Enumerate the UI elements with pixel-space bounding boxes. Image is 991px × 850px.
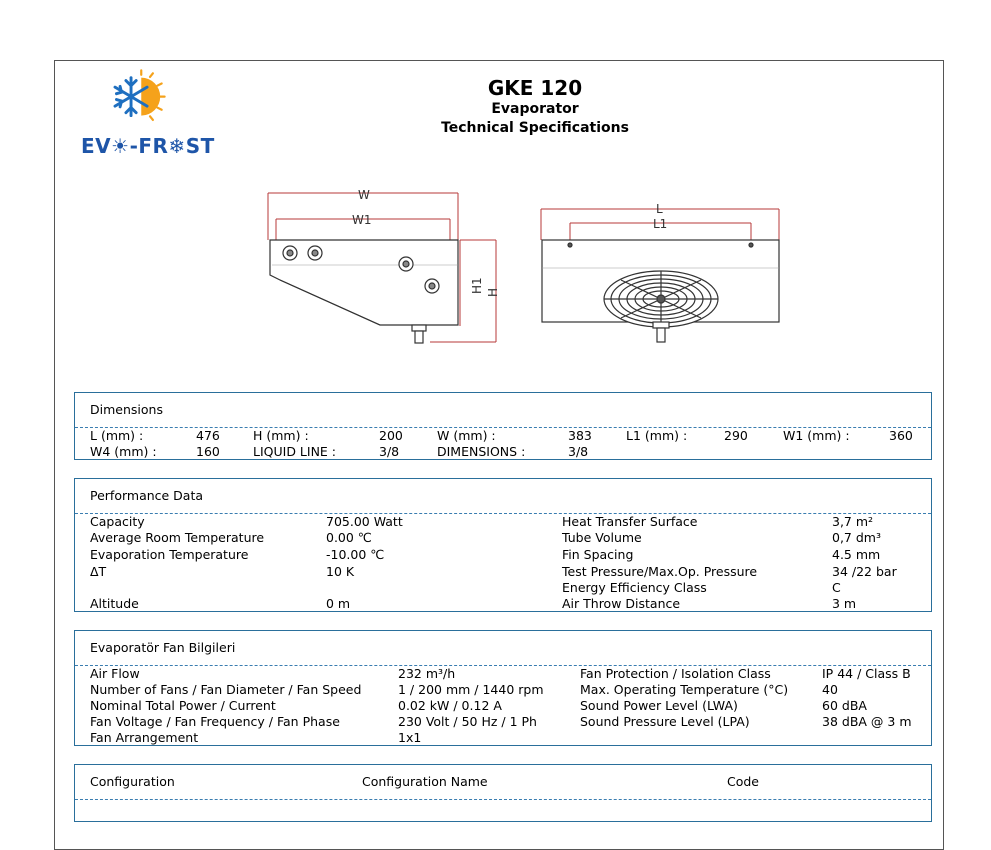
fan-value: 232 m³/h	[398, 666, 456, 681]
fan-title: Evaporatör Fan Bilgileri	[90, 640, 236, 655]
logo-wordmark: EV☀-FR❄ST	[81, 134, 215, 158]
perf-value: C	[832, 580, 841, 595]
fan-value: IP 44 / Class B	[822, 666, 911, 681]
perf-label: Air Throw Distance	[562, 596, 681, 611]
perf-label: Test Pressure/Max.Op. Pressure	[562, 564, 758, 579]
product-subtitle: Evaporator	[491, 101, 579, 117]
dim-value: 160	[196, 444, 220, 459]
perf-label: ΔT	[90, 564, 107, 579]
evo-frost-logo	[80, 66, 220, 136]
perf-value: 34 /22 bar	[832, 564, 897, 579]
dimensions-title: Dimensions	[90, 402, 163, 417]
dim-h1-label: H1	[470, 277, 484, 294]
perf-label: Fin Spacing	[562, 547, 634, 562]
fan-label: Number of Fans / Fan Diameter / Fan Speed	[90, 682, 362, 697]
dim-value: 476	[196, 428, 220, 443]
fan-value: 230 Volt / 50 Hz / 1 Ph	[398, 714, 537, 729]
configuration-section	[74, 764, 932, 822]
model-title: GKE 120	[487, 76, 583, 100]
perf-value: -10.00 ℃	[326, 547, 385, 562]
perf-label: Evaporation Temperature	[90, 547, 249, 562]
dim-h-label: H	[486, 287, 500, 297]
dim-value: 3/8	[568, 444, 589, 459]
perf-value: 0.00 ℃	[326, 530, 372, 545]
front-view-drawing	[535, 200, 785, 350]
dim-label: L1 (mm) :	[626, 428, 688, 443]
dim-value: 360	[889, 428, 913, 443]
dimensions-section	[74, 392, 932, 460]
fan-label: Air Flow	[90, 666, 140, 681]
dim-value: 200	[379, 428, 403, 443]
config-name-header: Configuration Name	[362, 774, 488, 789]
fan-label: Max. Operating Temperature (°C)	[580, 682, 789, 697]
side-view-drawing	[260, 180, 500, 355]
config-code-header: Code	[727, 774, 760, 789]
dim-value: 290	[724, 428, 748, 443]
perf-value: 3 m	[832, 596, 857, 611]
perf-value: 0 m	[326, 596, 351, 611]
fan-value: 1 / 200 mm / 1440 rpm	[398, 682, 544, 697]
perf-value: 4.5 mm	[832, 547, 881, 562]
dim-label: DIMENSIONS :	[437, 444, 526, 459]
doc-title: Technical Specifications	[441, 120, 629, 136]
fan-label: Fan Protection / Isolation Class	[580, 666, 771, 681]
fan-value: 38 dBA @ 3 m	[822, 714, 912, 729]
dim-label: L (mm) :	[90, 428, 144, 443]
dim-label: LIQUID LINE :	[253, 444, 337, 459]
perf-label: Heat Transfer Surface	[562, 514, 698, 529]
dim-label: W (mm) :	[437, 428, 496, 443]
dim-label: W1 (mm) :	[783, 428, 850, 443]
performance-section	[74, 478, 932, 612]
fan-value: 0.02 kW / 0.12 A	[398, 698, 502, 713]
dim-w-label: W	[358, 188, 370, 202]
perf-label: Average Room Temperature	[90, 530, 265, 545]
perf-label: Capacity	[90, 514, 145, 529]
fan-value: 40	[822, 682, 838, 697]
dim-w1-label: W1	[352, 213, 372, 227]
dim-label: H (mm) :	[253, 428, 309, 443]
fan-label: Nominal Total Power / Current	[90, 698, 276, 713]
perf-value: 0,7 dm³	[832, 530, 881, 545]
perf-value: 705.00 Watt	[326, 514, 403, 529]
dim-value: 383	[568, 428, 592, 443]
dim-value: 3/8	[379, 444, 400, 459]
fan-section	[74, 630, 932, 746]
perf-value: 3,7 m²	[832, 514, 874, 529]
fan-label: Fan Voltage / Fan Frequency / Fan Phase	[90, 714, 340, 729]
fan-label: Sound Pressure Level (LPA)	[580, 714, 750, 729]
fan-label: Fan Arrangement	[90, 730, 199, 745]
performance-title: Performance Data	[90, 488, 204, 503]
dim-label: W4 (mm) :	[90, 444, 157, 459]
perf-value: 10 K	[326, 564, 355, 579]
fan-value: 60 dBA	[822, 698, 867, 713]
config-header: Configuration	[90, 774, 175, 789]
dim-l1-label: L1	[653, 217, 668, 231]
perf-label: Altitude	[90, 596, 139, 611]
dim-l-label: L	[656, 202, 663, 216]
perf-label: Tube Volume	[562, 530, 642, 545]
fan-label: Sound Power Level (LWA)	[580, 698, 738, 713]
fan-value: 1x1	[398, 730, 422, 745]
perf-label: Energy Efficiency Class	[562, 580, 707, 595]
